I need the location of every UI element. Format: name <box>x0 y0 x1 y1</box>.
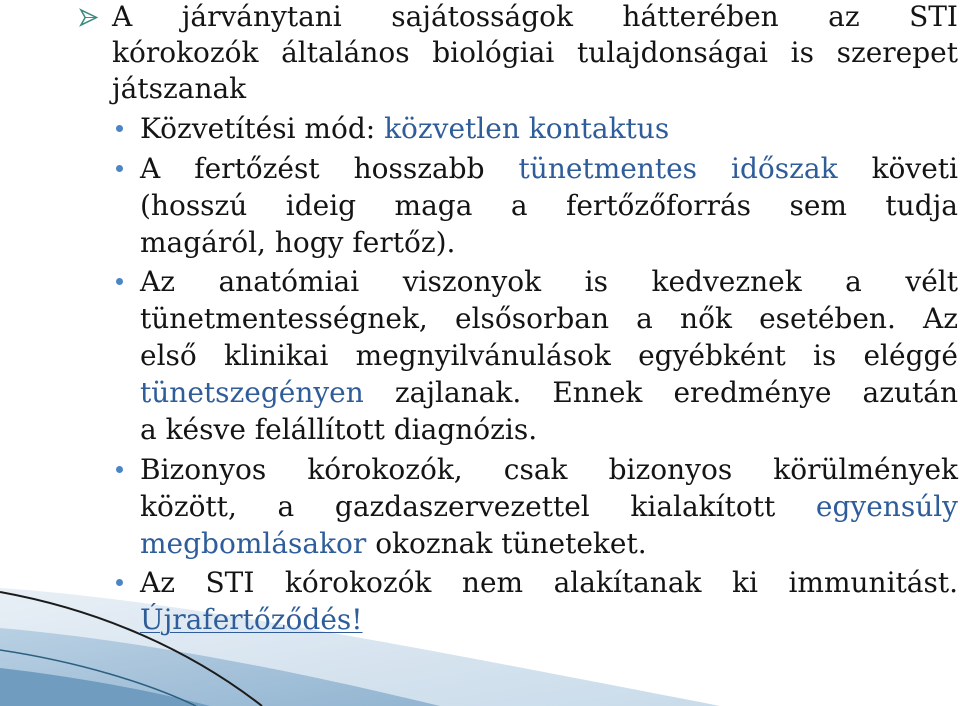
arrow-bullet-icon <box>79 8 98 27</box>
text-line <box>140 488 958 525</box>
main-point-line: játszanak <box>112 72 247 105</box>
text-segment: A fertőzést hosszabb <box>140 151 519 185</box>
round-bullet-icon <box>116 278 123 285</box>
reinfection-link[interactable]: Újrafertőződés! <box>140 603 363 636</box>
sub-point-asymptomatic-period <box>140 150 958 261</box>
text-line: a késve felállított diagnózis. <box>140 413 538 446</box>
highlighted-term: tünetszegényen <box>140 376 364 409</box>
text-segment: Közvetítési mód: <box>140 112 385 145</box>
text-line <box>140 525 958 562</box>
text-line <box>140 374 958 411</box>
text-segment: okoznak tüneteket. <box>366 526 647 560</box>
sub-point-host-balance <box>140 451 958 562</box>
sub-point-list <box>140 110 958 638</box>
text-line: tünetmentességnek, elsősorban a nők esetében. Az <box>140 302 958 335</box>
text-line: Az anatómiai viszonyok is kedveznek a vélt <box>140 265 958 298</box>
text-line: Az STI kórokozók nem alakítanak ki immunitást. <box>140 566 958 599</box>
text-line: (hosszú ideig maga a fertőzőforrás sem tudja <box>140 188 958 222</box>
sub-point-anatomy <box>140 263 958 448</box>
highlighted-term: megbomlásakor <box>140 526 367 560</box>
text-line: Bizonyos kórokozók, csak bizonyos körülmények <box>140 452 958 486</box>
highlighted-term: közvetlen kontaktus <box>384 112 670 145</box>
round-bullet-icon <box>116 579 123 586</box>
round-bullet-icon <box>116 466 123 473</box>
round-bullet-icon <box>116 125 123 132</box>
highlighted-term: egyensúly <box>815 489 958 523</box>
text-line: magáról, hogy fertőz). <box>140 225 456 259</box>
text-line: első klinikai megnyilvánulások egyébként is eléggé <box>140 339 958 372</box>
text-line <box>140 110 958 147</box>
text-segment: között, a gazdaszervezettel kialakított <box>140 489 816 523</box>
text-segment: zajlanak. Ennek eredménye azután <box>363 376 958 409</box>
highlighted-term: tünetmentes időszak <box>518 151 838 185</box>
sub-point-transmission <box>140 110 958 147</box>
round-bullet-icon <box>116 165 123 172</box>
main-point-line: A járványtani sajátosságok hátterében az STI <box>112 0 958 33</box>
text-line <box>140 150 958 187</box>
main-point <box>112 0 958 107</box>
sub-point-immunity <box>140 564 958 638</box>
text-line <box>140 601 958 638</box>
main-point-line: kórokozók általános biológiai tulajdonságai is szerepet <box>112 36 958 69</box>
text-segment: követi <box>837 151 958 185</box>
